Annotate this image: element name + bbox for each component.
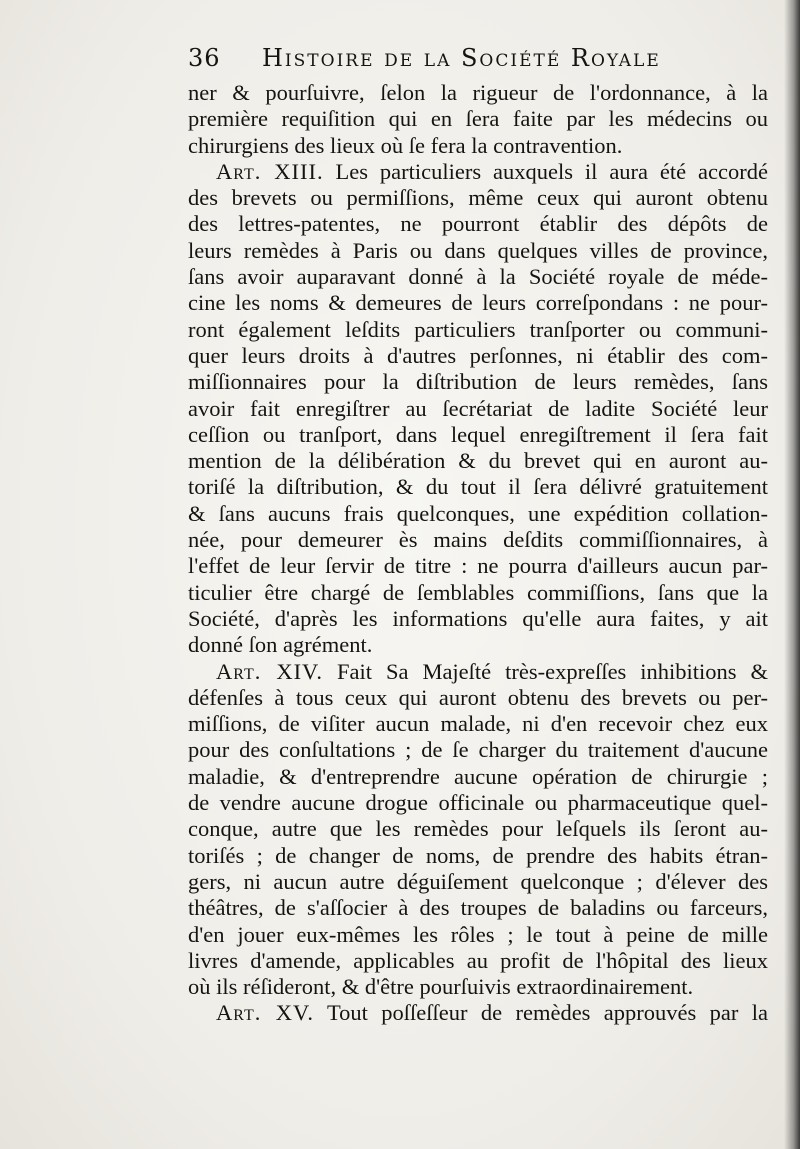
text-line <box>188 737 768 763</box>
text-line <box>188 211 768 237</box>
text-line <box>188 843 768 869</box>
text-line <box>188 474 768 500</box>
line-text: ticulier être chargé de ſemblables commiſſions, ſans que la <box>188 579 768 605</box>
text-line <box>188 895 768 921</box>
text-line <box>188 343 768 369</box>
article-label: Art. XV. <box>216 1000 314 1026</box>
text-line <box>188 974 768 1000</box>
text-line <box>188 632 768 658</box>
text-line <box>188 396 768 422</box>
running-title: Histoire de la Société Royale <box>262 44 661 72</box>
line-text: ront également leſdits particuliers tranſporter ou communi- <box>188 316 768 342</box>
text-line <box>188 659 768 685</box>
line-text: où ils réſideront, & d'être pourſuivis extraordinairement. <box>188 974 694 1000</box>
text-line <box>188 238 768 264</box>
line-text: ner & pourſuivre, ſelon la rigueur de l'ordonnance, à la <box>188 80 768 105</box>
text-line <box>188 159 768 185</box>
text-line <box>188 711 768 737</box>
line-text: des brevets ou permiſſions, même ceux qui auront obtenu <box>188 185 768 211</box>
spine-shadow <box>784 0 800 1149</box>
line-text: des lettres-patentes, ne pourront établir des dépôts de <box>188 211 768 237</box>
line-text: défenſes à tous ceux qui auront obtenu des brevets ou per- <box>188 684 768 710</box>
line-text: mention de la délibération & du brevet qui en auront au- <box>188 448 768 474</box>
text-line <box>188 816 768 842</box>
line-text: quer leurs droits à d'autres perſonnes, ni établir des com- <box>188 342 768 368</box>
page-number: 36 <box>188 44 221 72</box>
text-line <box>188 764 768 790</box>
line-text: miſſions, de viſiter aucun malade, ni d'en recevoir chez eux <box>188 711 768 737</box>
text-line <box>188 869 768 895</box>
text-line <box>188 422 768 448</box>
line-text: donné ſon agrément. <box>188 632 373 658</box>
text-line <box>188 685 768 711</box>
text-line <box>188 1000 768 1026</box>
line-text: livres d'amende, applicables au profit de l'hôpital des lieux <box>188 947 768 973</box>
body-text <box>188 80 768 1027</box>
text-line <box>188 369 768 395</box>
line-text: Tout poſſeſſeur de remèdes approuvés par la <box>326 1000 769 1026</box>
line-text: Les particuliers auxquels il aura été accordé <box>335 158 768 184</box>
line-text: ceſſion ou tranſport, dans lequel enregiſtrement il ſera fait <box>188 421 768 447</box>
line-text: Fait Sa Majeſté très-expreſſes inhibitions & <box>337 658 769 684</box>
line-text: de vendre aucune drogue officinale ou pharmaceutique quel- <box>188 790 768 816</box>
line-text: leurs remèdes à Paris ou dans quelques villes de province, <box>188 237 768 263</box>
text-line <box>188 948 768 974</box>
line-text: conque, autre que les remèdes pour leſquels ils ſeront au- <box>188 816 768 842</box>
text-line <box>188 448 768 474</box>
line-text: née, pour demeurer ès mains deſdits commiſſionnaires, à <box>188 527 768 553</box>
text-line <box>188 80 768 106</box>
text-line <box>188 553 768 579</box>
text-line <box>188 501 768 527</box>
line-text: toriſés ; de changer de noms, de prendre des habits étran- <box>188 842 768 868</box>
text-line <box>188 922 768 948</box>
text-line <box>188 264 768 290</box>
article-label: Art. XIV. <box>216 658 324 684</box>
line-text: avoir fait enregiſtrer au ſecrétariat de ladite Société leur <box>188 395 768 421</box>
text-line <box>188 606 768 632</box>
line-text: d'en jouer eux-mêmes les rôles ; le tout à peine de mille <box>188 921 768 947</box>
line-text: chirurgiens des lieux où ſe fera la contravention. <box>188 132 623 158</box>
text-line <box>188 580 768 606</box>
line-text: toriſé la diſtribution, & du tout il ſera délivré gratuitement <box>188 474 768 500</box>
line-text: l'effet de leur ſervir de titre : ne pourra d'ailleurs aucun par- <box>188 553 768 579</box>
page-header <box>188 44 748 78</box>
line-text: maladie, & d'entreprendre aucune opération de chirurgie ; <box>188 763 768 789</box>
line-text: pour des conſultations ; de ſe charger du traitement d'aucune <box>188 737 768 763</box>
line-text: Société, d'après les informations qu'elle aura faites, y ait <box>188 605 768 631</box>
line-text: cine les noms & demeures de leurs correſpondans : ne pour- <box>188 290 768 316</box>
text-line <box>188 790 768 816</box>
text-line <box>188 185 768 211</box>
text-line <box>188 133 768 159</box>
line-text: théâtres, de s'aſſocier à des troupes de baladins ou farceurs, <box>188 895 768 921</box>
text-line <box>188 317 768 343</box>
line-text: & ſans aucuns frais quelconques, une expédition collation- <box>188 500 768 526</box>
line-text: ſans avoir auparavant donné à la Société royale de méde- <box>188 264 768 290</box>
text-line <box>188 527 768 553</box>
line-text: miſſionnaires pour la diſtribution de leurs remèdes, ſans <box>188 369 768 395</box>
text-line <box>188 106 768 132</box>
text-line <box>188 290 768 316</box>
line-text: première requiſition qui en ſera faite par les médecins ou <box>188 106 768 132</box>
article-label: Art. XIII. <box>216 158 324 184</box>
line-text: gers, ni aucun autre déguiſement quelconque ; d'élever des <box>188 868 768 894</box>
